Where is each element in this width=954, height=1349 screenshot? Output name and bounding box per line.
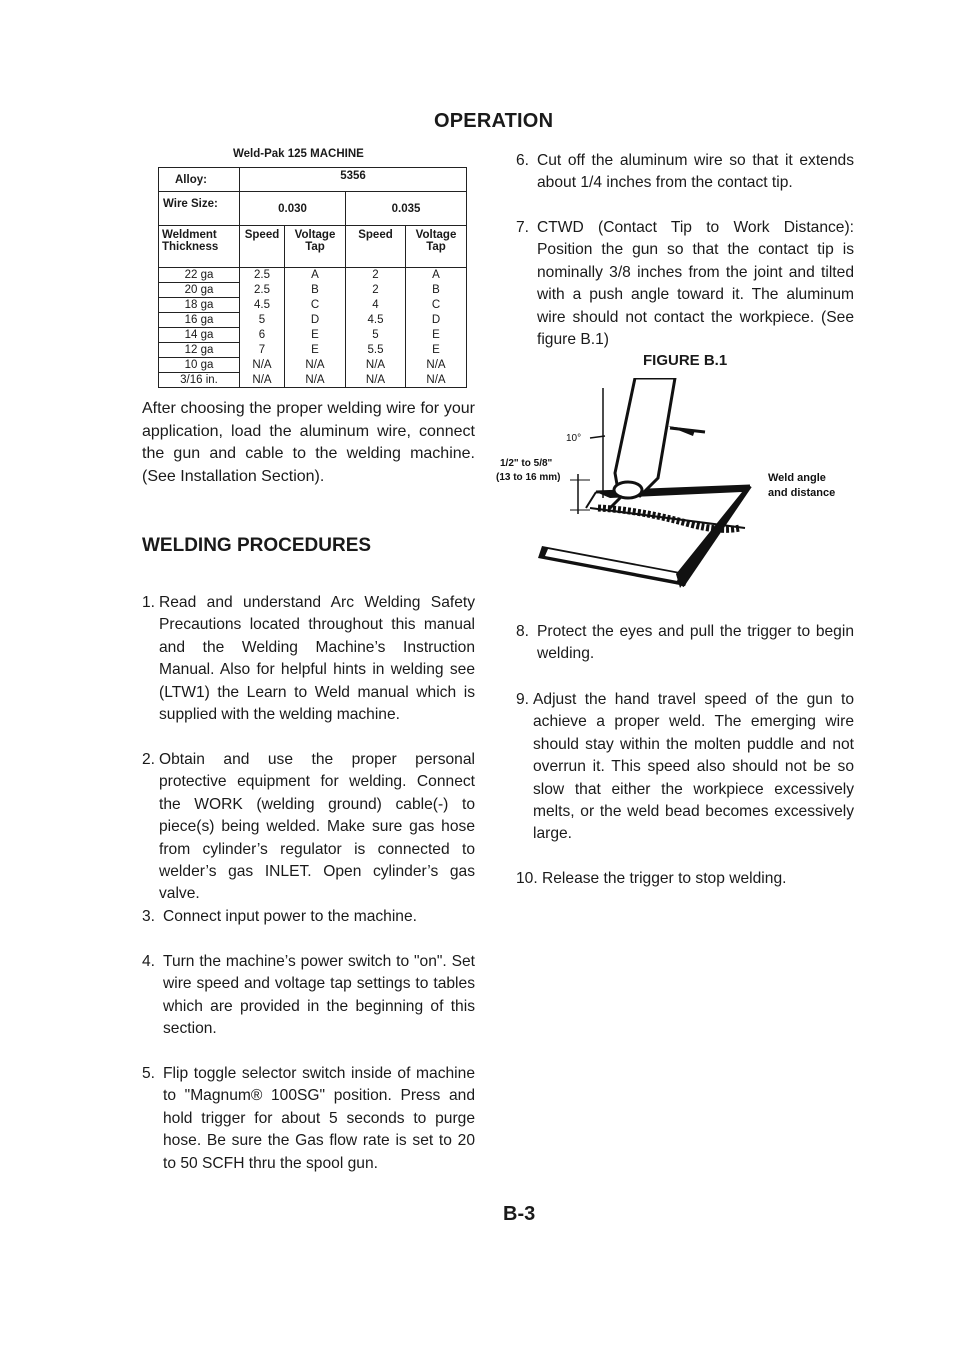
table-cell: 5 [346,328,406,343]
table-cell: A [285,268,346,283]
step-4 [142,951,475,1041]
weld-angle-figure [490,378,860,593]
section-title: OPERATION [434,110,554,132]
distance-label: 1/2" to 5/8" [500,458,553,469]
table-cell: 14 ga [159,328,240,343]
table-cell: A [406,268,467,283]
table-cell: C [406,298,467,313]
wire-size-030: 0.030 [240,192,346,226]
table-title: Weld-Pak 125 MACHINE [233,148,364,160]
table-cell: 16 ga [159,313,240,328]
table-cell: N/A [406,358,467,373]
step-8 [516,621,854,666]
table-cell: E [406,328,467,343]
step-number: 1. [142,594,156,611]
table-cell: N/A [285,358,346,373]
table-cell: 18 ga [159,298,240,313]
settings-table [158,167,467,388]
table-cell: 3/16 in. [159,373,240,388]
step-text: Release the trigger to stop welding. [542,870,787,887]
wire-size-label: Wire Size: [159,192,240,226]
step-1 [142,592,475,726]
page-number: B-3 [503,1203,536,1225]
figure-caption-line-2: and distance [768,487,836,499]
table-cell: 2.5 [240,283,285,298]
step-number: 2. [142,751,156,768]
table-cell: D [285,313,346,328]
step-number: 7. [516,219,530,236]
step-6 [516,150,854,195]
step-text: Obtain and use the proper personal protective equipment for welding. Connect the WORK (welding ground) cable(-) to piece(s) being welded. Make sure gas hose from cylinder’s regulator is connected to welder’s gas INLET. Open cylinder’s gas valve. [159,751,475,903]
table-cell: N/A [346,373,406,388]
col-speed-030: Speed [240,226,285,268]
table-cell: 6 [240,328,285,343]
step-text: Read and understand Arc Welding Safety Precautions located throughout this manual and the Welding Machine’s Instruction Manual. Also for helpful hints in welding see (LTW1) the Learn to Weld manual which is supplied with the welding machine. [159,594,475,724]
col-voltage-035: Voltage Tap [406,226,467,268]
table-cell: B [285,283,346,298]
step-text: Cut off the aluminum wire so that it extends about 1/4 inches from the contact tip. [537,152,854,192]
table-cell: 5.5 [346,343,406,358]
table-cell: 20 ga [159,283,240,298]
step-10 [516,868,854,890]
table-cell: N/A [406,373,467,388]
table-cell: D [406,313,467,328]
table-cell: 7 [240,343,285,358]
distance-label-metric: (13 to 16 mm) [496,472,561,483]
step-text: Protect the eyes and pull the trigger to begin welding. [537,623,854,663]
step-2 [142,749,475,906]
step-text: CTWD (Contact Tip to Work Distance): Position the gun so that the contact tip is nominally 3/8 inches from the joint and tilted with a push angle toward it. The aluminum wire should not contact the workpiece. (See figure B.1) [537,219,854,349]
welding-procedures-title: WELDING PROCEDURES [142,535,372,556]
step-number: 4. [142,953,156,970]
step-text: Connect input power to the machine. [163,908,417,925]
wire-size-035: 0.035 [346,192,467,226]
table-cell: 2.5 [240,268,285,283]
col-speed-035: Speed [346,226,406,268]
table-cell: E [406,343,467,358]
bottom-plate [538,546,690,586]
table-cell: 5 [240,313,285,328]
step-number: 3. [142,908,156,925]
intro-paragraph: After choosing the proper welding wire for your application, load the aluminum wire, connect the gun and cable to the welding machine. (See Installation Section). [142,400,475,485]
step-text: Flip toggle selector switch inside of machine to "Magnum® 100SG" position. Press and hold trigger for about 5 seconds to purge hose. Be sure the Gas flow rate is set to 20 to 50 SCFH thru the spool gun. [163,1065,475,1172]
step-text: Adjust the hand travel speed of the gun to achieve a proper weld. The emerging wire should stay within the molten puddle and not overrun it. This speed also should not be so slow that either the workpiece excessively melts, or the weld bead becomes excessively large. [533,691,854,843]
step-number: 6. [516,152,530,169]
col-thickness: Weldment Thickness [159,226,240,268]
table-cell: 4.5 [240,298,285,313]
step-number: 10. [516,870,538,887]
table-cell: 2 [346,283,406,298]
angle-label: 10° [566,433,582,444]
table-cell: 2 [346,268,406,283]
figure-caption: Weld angle [768,472,826,484]
table-cell: N/A [285,373,346,388]
step-number: 9. [516,691,530,708]
step-9 [516,689,854,846]
step-number: 5. [142,1065,156,1082]
table-cell: 12 ga [159,343,240,358]
table-cell: E [285,343,346,358]
table-cell: 22 ga [159,268,240,283]
alloy-label: Alloy: [159,168,240,192]
table-cell: N/A [240,373,285,388]
figure-label: FIGURE B.1 [643,352,728,369]
alloy-value: 5356 [240,168,467,192]
step-3 [142,906,475,928]
table-cell: N/A [240,358,285,373]
table-cell: C [285,298,346,313]
table-cell: N/A [346,358,406,373]
step-5 [142,1063,475,1175]
table-cell: 10 ga [159,358,240,373]
step-number: 8. [516,623,530,640]
step-7 [516,217,854,351]
table-cell: 4.5 [346,313,406,328]
table-cell: 4 [346,298,406,313]
table-cell: B [406,283,467,298]
col-voltage-030: Voltage Tap [285,226,346,268]
step-text: Turn the machine’s power switch to "on". Set wire speed and voltage tap settings to tables which are provided in the beginning of this section. [163,953,475,1038]
table-cell: E [285,328,346,343]
